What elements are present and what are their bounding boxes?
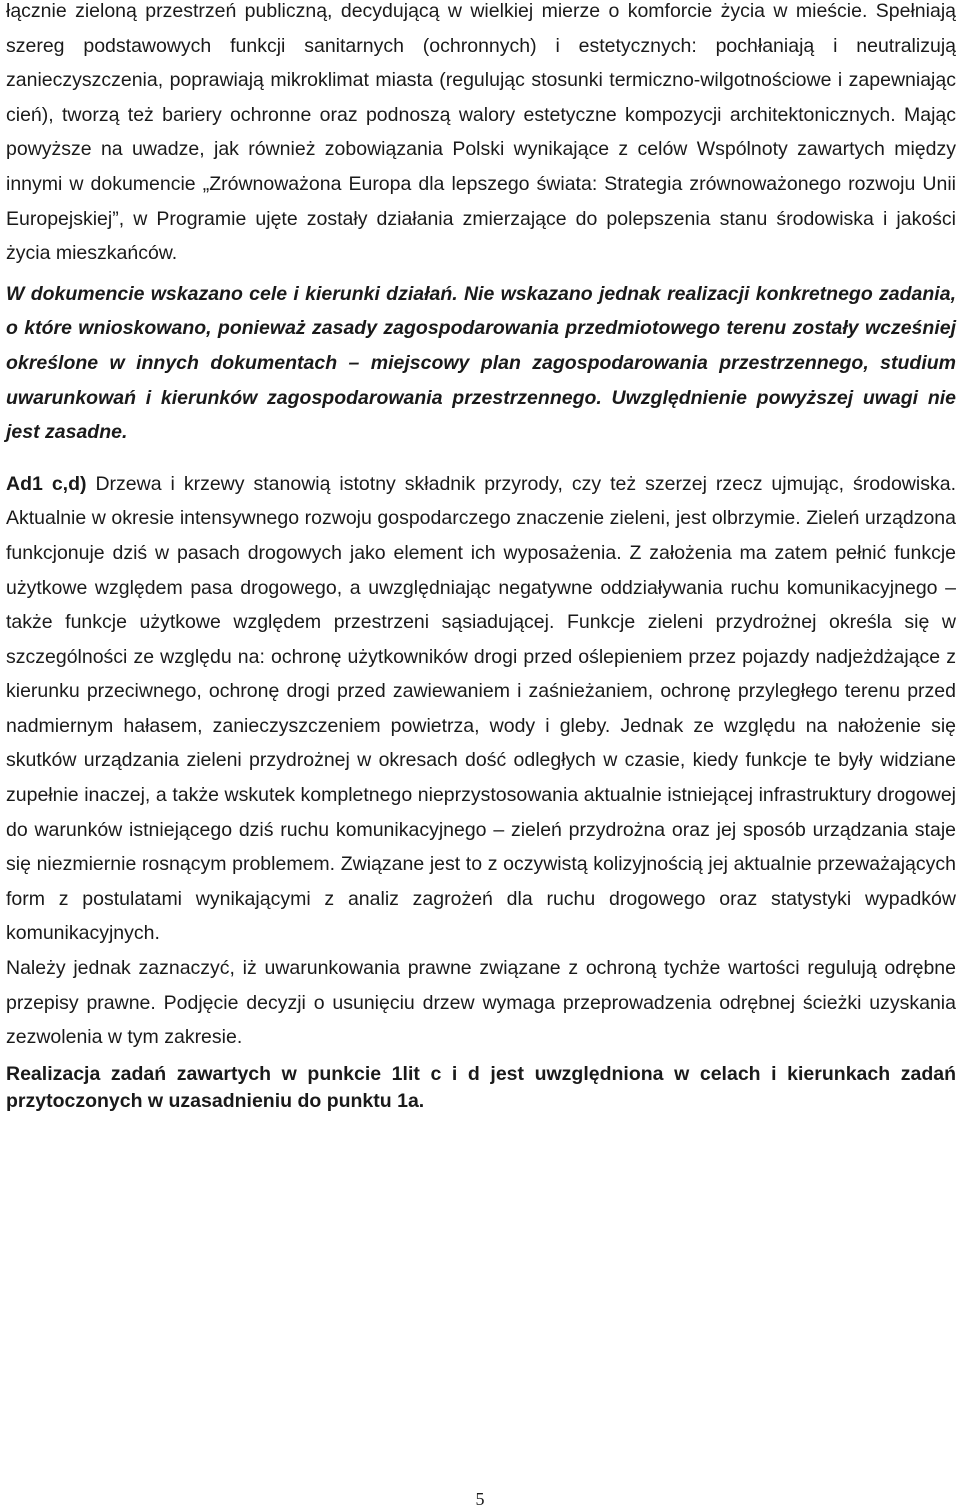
paragraph-final: Realizacja zadań zawartych w punkcie 1lit c i d jest uwzględniona w celach i kierunkach zadań przytoczonych w uzasadnieniu do punktu 1a. (6, 1062, 956, 1112)
ad1-label: Ad1 c,d) (6, 472, 87, 495)
paragraph-intro: łącznie zieloną przestrzeń publiczną, decydującą w wielkiej mierze o komforcie życia w mieście. Spełniają szereg podstawowych funkcji sanitarnych (ochronnych) i estetycznych: pochłaniają i neutralizują zanieczyszczenia, poprawiają mikroklimat miasta (regulując stosunki termiczno-wilgotnościowe i zapewniając cień), tworzą też bariery ochronne oraz podnoszą walory estetyczne kompozycji architektonicznych. Mając powyższe na uwadze, jak również zobowiązania Polski wynikające z celów Wspólnoty zawartych między innymi w dokumencie „Zrównoważona Europa dla lepszego świata: Strategia zrównoważonego rozwoju Unii Europejskiej”, w Programie ujęte zostały działania zmierzające do polepszenia stanu środowiska i jakości życia mieszkańców. (6, 0, 956, 265)
paragraph-ad1 (6, 467, 956, 951)
paragraph-note: Należy jednak zaznaczyć, iż uwarunkowania prawne związane z ochroną tychże wartości regulują odrębne przepisy prawne. Podjęcie decyzji o usunięciu drzew wymaga przeprowadzenia odrębnej ścieżki uzyskania zezwolenia w tym zakresie. (6, 957, 956, 1049)
ad1-text: Drzewa i krzewy stanowią istotny składnik przyrody, czy też szerzej rzecz ujmując, środowiska. Aktualnie w okresie intensywnego rozwoju gospodarczego znaczenie zieleni, jest olbrzymie. Zieleń urządzona funkcjonuje dziś w pasach drogowych jako element ich wyposażenia. Z założenia ma zatem pełnić funkcje użytkowe względem pasa drogowego, a uwzględniając negatywne oddziaływania ruchu komunikacyjnego – także funkcje użytkowe względem przestrzeni sąsiadującej. Funkcje zieleni przydrożnej określa się w szczególności ze względu na: ochronę użytkowników drogi przed oślepieniem przez pojazdy nadjeżdżające z kierunku przeciwnego, ochronę drogi przed zawiewaniem i zaśnieżaniem, ochronę przyległego terenu przed nadmiernym hałasem, zanieczyszczeniem powietrza, wody i gleby. Jednak ze względu na nałożenie się skutków urządzania zieleni przydrożnej w okresach dość odległych w czasie, kiedy funkcje te były widziane zupełnie inaczej, a także wskutek kompletnego nieprzystosowania aktualnie istniejącej infrastruktury drogowej do warunków istniejącego dziś ruchu komunikacyjnego – zieleń przydrożna oraz jej sposób urządzania staje się niezmiernie rosnącym problemem. Związane jest to z oczywistą kolizyjnością jej aktualnie przeważających form z postulatami wynikającymi z analiz zagrożeń dla ruchu drogowego oraz statystyki wypadków komunikacyjnych. (6, 472, 956, 945)
paragraph-verdict: W dokumencie wskazano cele i kierunki działań. Nie wskazano jednak realizacji konkretnego zadania, o które wnioskowano, ponieważ zasady zagospodarowania przedmiotowego terenu zostały wcześniej określone w innych dokumentach – miejscowy plan zagospodarowania przestrzennego, studium uwarunkowań i kierunków zagospodarowania przestrzennego. Uwzględnienie powyższej uwagi nie jest zasadne. (6, 282, 956, 444)
page-number: 5 (475, 1489, 485, 1509)
document-page (6, 0, 956, 1115)
